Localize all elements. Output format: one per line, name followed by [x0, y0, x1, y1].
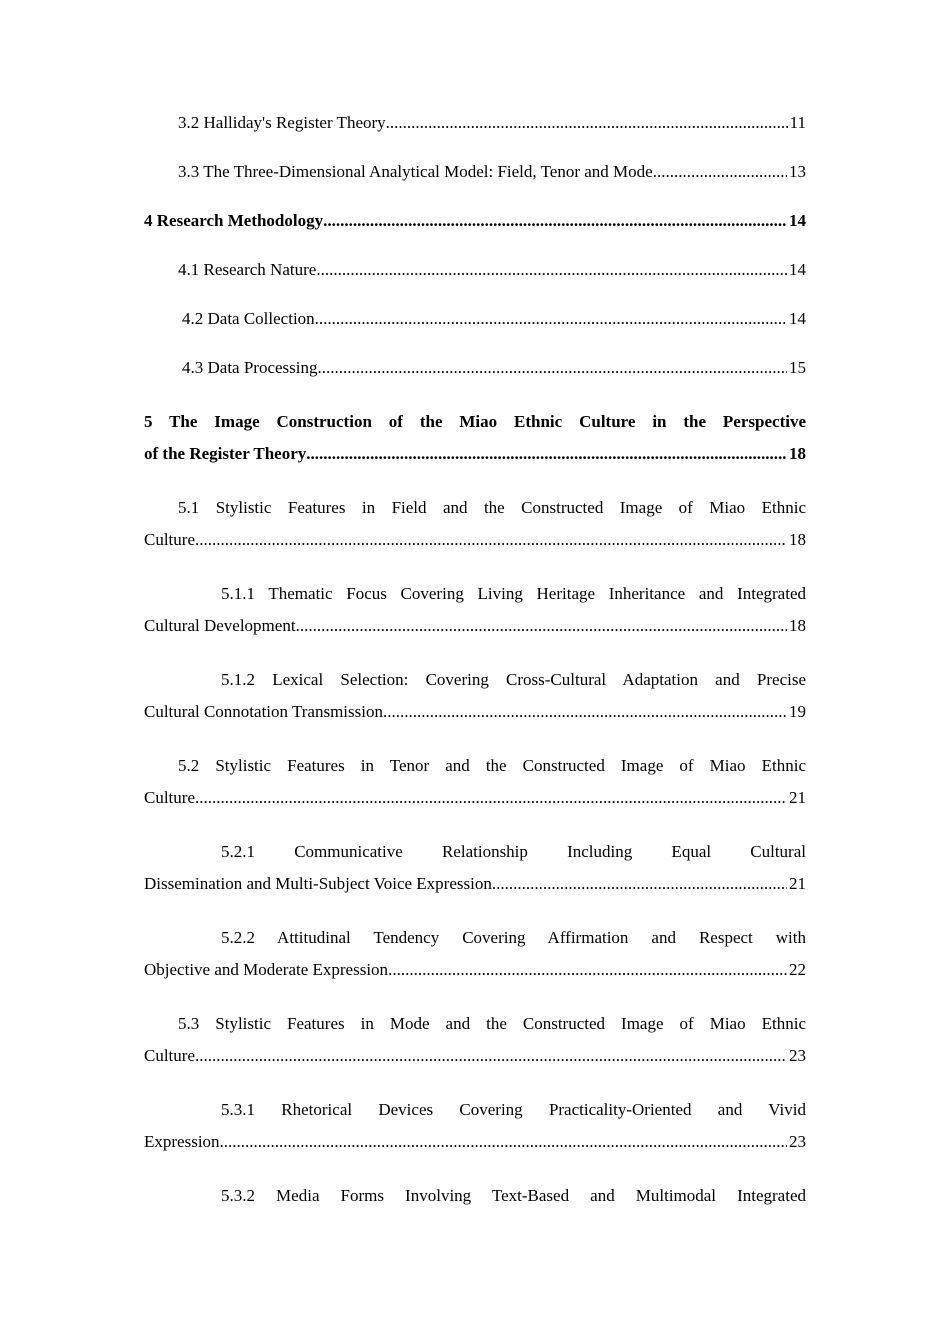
toc-entry-title-line1: 5.2 Stylistic Features in Tenor and the Constructed Image of Miao Ethnic — [178, 756, 806, 775]
toc-entry-3-2[interactable] — [144, 113, 806, 142]
toc-entry-5-1-1[interactable] — [144, 579, 806, 645]
toc-leader-dots — [315, 309, 787, 329]
toc-page-number: 18 — [789, 530, 806, 549]
toc-entry-5[interactable] — [144, 407, 806, 473]
toc-entry-title-line2: Culture — [144, 1046, 195, 1065]
toc-entry-title-line1: 5.1 Stylistic Features in Field and the Constructed Image of Miao Ethnic — [178, 498, 806, 517]
toc-entry-title-line2: Dissemination and Multi-Subject Voice Expression — [144, 874, 492, 893]
toc-entry-title-line1: 5.2.1 Communicative Relationship Including Equal Cultural — [221, 842, 806, 861]
toc-leader-dots — [195, 788, 787, 808]
toc-page-number: 23 — [789, 1046, 806, 1065]
toc-entry-title-line2: of the Register Theory — [144, 444, 307, 463]
toc-entry-title-line1: 5.3 Stylistic Features in Mode and the Constructed Image of Miao Ethnic — [178, 1014, 806, 1033]
toc-entry-4[interactable] — [144, 211, 806, 240]
toc-entry-title-line1: 5.3.1 Rhetorical Devices Covering Practicality-Oriented and Vivid — [221, 1100, 806, 1119]
toc-page-number: 23 — [789, 1132, 806, 1151]
toc-entry-title-line1: 5.1.2 Lexical Selection: Covering Cross-Cultural Adaptation and Precise — [221, 670, 806, 689]
toc-page-number: 11 — [789, 113, 806, 132]
toc-entry-5-2-2[interactable] — [144, 923, 806, 989]
toc-leader-dots — [492, 874, 787, 894]
toc-entry-title-line2: Expression — [144, 1132, 220, 1151]
toc-leader-dots — [318, 358, 787, 378]
toc-entry-5-3-1[interactable] — [144, 1095, 806, 1161]
toc-page-number: 14 — [789, 260, 806, 279]
toc-entry-title-line2: Culture — [144, 530, 195, 549]
toc-entry-title: 4.3 Data Processing — [182, 358, 318, 377]
toc-entry-title: 4.2 Data Collection — [182, 309, 315, 328]
toc-page-number: 19 — [789, 702, 806, 721]
toc-entry-5-1[interactable] — [144, 493, 806, 559]
toc-entry-title-line2: Objective and Moderate Expression — [144, 960, 389, 979]
toc-leader-dots — [195, 1046, 787, 1066]
toc-entry-title-line2: Cultural Connotation Transmission — [144, 702, 383, 721]
toc-page-number: 21 — [789, 788, 806, 807]
toc-entry-title-line1: 5.3.2 Media Forms Involving Text-Based and Multimodal Integrated — [221, 1186, 806, 1205]
toc-entry-title: 3.2 Halliday's Register Theory — [178, 113, 386, 132]
toc-leader-dots — [316, 260, 787, 280]
toc-entry-title-line1: 5 The Image Construction of the Miao Ethnic Culture in the Perspective — [144, 412, 806, 431]
toc-entry-title: 3.3 The Three-Dimensional Analytical Model: Field, Tenor and Mode — [178, 162, 653, 181]
toc-entry-5-3[interactable] — [144, 1009, 806, 1075]
toc-entry-4-3[interactable] — [144, 358, 806, 387]
toc-entry-title-line1: 5.2.2 Attitudinal Tendency Covering Affirmation and Respect with — [221, 928, 806, 947]
toc-entry-title-line2: Culture — [144, 788, 195, 807]
toc-entry-5-2[interactable] — [144, 751, 806, 817]
toc-page-number: 15 — [789, 358, 806, 377]
toc-leader-dots — [296, 616, 787, 636]
toc-entry-title-line1: 5.1.1 Thematic Focus Covering Living Heritage Inheritance and Integrated — [221, 584, 806, 603]
toc-entry-4-2[interactable] — [144, 309, 806, 338]
toc-entry-title-line2: Cultural Development — [144, 616, 296, 635]
toc-page-number: 14 — [789, 211, 806, 230]
toc-entry-title: 4 Research Methodology — [144, 211, 324, 230]
toc-page-number: 21 — [789, 874, 806, 893]
table-of-contents — [144, 113, 806, 1218]
toc-entry-5-3-2[interactable] — [144, 1181, 806, 1218]
toc-leader-dots — [220, 1132, 787, 1152]
toc-page-number: 18 — [789, 444, 806, 463]
toc-leader-dots — [195, 530, 787, 550]
toc-leader-dots — [306, 444, 787, 464]
toc-leader-dots — [653, 162, 787, 182]
toc-entry-4-1[interactable] — [144, 260, 806, 289]
toc-entry-title: 4.1 Research Nature — [178, 260, 317, 279]
toc-leader-dots — [323, 211, 787, 231]
toc-page-number: 14 — [789, 309, 806, 328]
toc-entry-3-3[interactable] — [144, 162, 806, 191]
toc-page-number: 13 — [789, 162, 806, 181]
toc-leader-dots — [386, 113, 788, 133]
toc-leader-dots — [388, 960, 787, 980]
toc-entry-5-2-1[interactable] — [144, 837, 806, 903]
toc-entry-5-1-2[interactable] — [144, 665, 806, 731]
toc-page-number: 18 — [789, 616, 806, 635]
toc-leader-dots — [383, 702, 787, 722]
toc-page-number: 22 — [789, 960, 806, 979]
